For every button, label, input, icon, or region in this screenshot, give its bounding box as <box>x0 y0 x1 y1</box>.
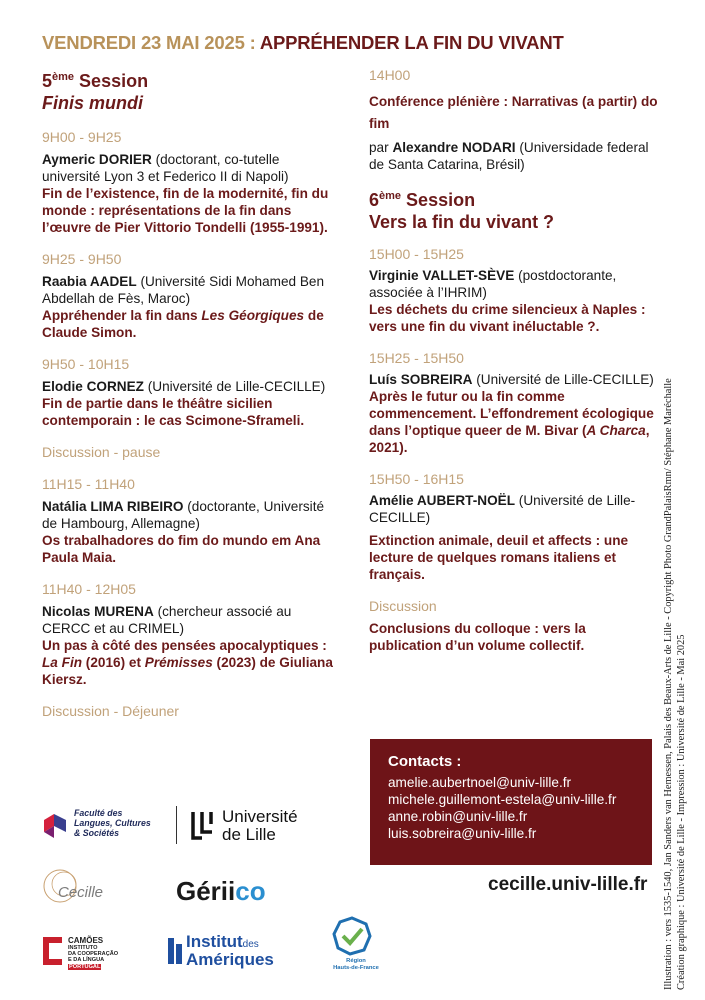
discussion-lunch: Discussion - Déjeuner <box>42 703 179 719</box>
talk-title: Fin de l’existence, fin de la modernité, fin du monde : représentations de la fin dans l’œuvre de Pier Vittorio Tondelli (1955-1991). <box>42 186 329 235</box>
talk-time: 11H40 - 12H05 <box>42 581 136 597</box>
talk-title-italic: A Charca <box>586 423 646 438</box>
plenary-item <box>369 66 661 173</box>
faculty-logo-text: Langues, Cultures <box>74 818 151 828</box>
talk-item <box>42 128 334 236</box>
speaker-affiliation: (Université Sidi Mohamed Ben Abdellah de Fès, Maroc) <box>42 274 325 306</box>
cecille-logo-text: Cecille <box>58 884 104 901</box>
ameriques-logo-icon <box>166 936 184 966</box>
speaker-name: Aymeric DORIER <box>42 152 152 167</box>
talk-speaker <box>42 273 334 307</box>
camoes-logo-text: PORTUGAL <box>69 963 101 970</box>
talk-title-part: (2023) de Giuliana Kiersz. <box>42 655 333 687</box>
contacts-box <box>370 739 652 865</box>
plenary-title: Conférence plénière : Narrativas (a partir) do fim <box>369 94 658 131</box>
camoes-logo-text: DA COOPERAÇÃO <box>68 951 119 958</box>
contact-email[interactable]: michele.guillemont-estela@univ-lille.fr <box>388 792 617 807</box>
talk-title-part: , 2021). <box>369 423 650 455</box>
talk-title: Extinction animale, deuil et affects : une lecture de quelques romans italiens et français. <box>369 533 629 582</box>
talk-speaker <box>369 371 661 388</box>
closing-item <box>369 597 661 654</box>
region-logo-icon <box>332 916 372 956</box>
speaker-affiliation: (Université de Lille-CECILLE) <box>143 379 326 394</box>
talk-item <box>369 349 661 456</box>
session-label: Session <box>74 71 149 91</box>
speaker-name: Raabia AADEL <box>42 274 137 289</box>
session-number: 6 <box>369 190 380 210</box>
talk-title <box>42 307 334 341</box>
talk-speaker <box>369 492 661 526</box>
ameriques-logo-text: des <box>242 939 259 950</box>
left-column <box>42 66 334 720</box>
faculty-logo-text: Faculté des <box>74 808 123 818</box>
plenary-time: 14H00 <box>369 67 411 83</box>
talk-time: 9H50 - 10H15 <box>42 356 130 372</box>
region-logo-text: Hauts-de-France <box>333 965 379 971</box>
talk-item <box>42 475 334 566</box>
talk-title-italic: Prémisses <box>144 655 213 670</box>
camoes-logo-icon <box>40 936 66 966</box>
image-credits <box>662 270 688 990</box>
session-subtitle: Vers la fin du vivant ? <box>369 212 555 232</box>
session-subtitle: Finis mundi <box>42 93 143 113</box>
speaker-name: Amélie AUBERT-NOËL <box>369 493 516 508</box>
speaker-name: Natália LIMA RIBEIRO <box>42 499 184 514</box>
talk-title-part: (2016) et <box>82 655 145 670</box>
contact-email[interactable]: luis.sobreira@univ-lille.fr <box>388 826 537 841</box>
speaker-affiliation: (Universidade federal de Santa Catarina, Brésil) <box>369 140 649 172</box>
talk-time: 9H00 - 9H25 <box>42 129 122 145</box>
talk-title-part: Un pas à côté des pensées apocalyptiques : <box>42 638 327 653</box>
session-label: Session <box>401 190 476 210</box>
session-sup: ème <box>52 71 75 83</box>
talk-time: 9H25 - 9H50 <box>42 251 122 267</box>
camoes-logo-text: CAMÕES <box>68 936 104 945</box>
contact-email[interactable]: amelie.aubertnoel@univ-lille.fr <box>388 775 572 790</box>
talk-item <box>42 355 334 429</box>
right-column <box>369 66 661 654</box>
title-date: VENDREDI 23 MAI 2025 : <box>42 32 256 53</box>
talk-speaker <box>42 603 334 637</box>
ulille-logo-text: de Lille <box>222 825 276 844</box>
session-sup: ème <box>379 190 402 202</box>
camoes-logo <box>40 934 150 974</box>
talk-title-part: Après le futur ou la fin comme commencement. L’effondrement écologique dans l’optique queer de M. Bivar ( <box>369 389 654 438</box>
talk-speaker <box>42 151 334 185</box>
geriico-logo <box>176 876 266 907</box>
talk-title-italic: Les Géorgiques <box>201 308 305 323</box>
ulille-logo-text: Université <box>222 807 298 826</box>
ameriques-logo <box>166 934 286 970</box>
ameriques-logo-text: Institut <box>186 932 243 951</box>
talk-time: 15H25 - 15H50 <box>369 350 464 366</box>
talk-speaker <box>42 498 334 532</box>
speaker-affiliation: (Université de Lille-CECILLE) <box>369 493 636 525</box>
credits-line: Illustration : vers 1535-1540, Jan Sanders van Hemessen, Palais des Beaux-Arts de Lille - Copyright Photo GrandPalaisRmn/ Stéphane Maréchalle <box>663 378 674 990</box>
talk-title: Fin de partie dans le théâtre sicilien contemporain : le cas Scimone-Sframeli. <box>42 396 305 428</box>
session-6-heading <box>369 185 661 233</box>
geriico-logo-text: Gérii <box>176 876 236 906</box>
talk-title: Les déchets du crime silencieux à Naples : vers une fin du vivant inéluctable ?. <box>369 302 646 334</box>
faculty-logo-icon <box>40 810 70 842</box>
speaker-name: Virginie VALLET-SÈVE <box>369 268 515 283</box>
conclusion-title: Conclusions du colloque : vers la publication d’un volume collectif. <box>369 621 586 653</box>
region-logo-text: Région <box>346 958 366 964</box>
plenary-by: par <box>369 140 393 155</box>
speaker-affiliation: (chercheur associé au CERCC et au CRIMEL) <box>42 604 292 636</box>
region-logo <box>328 916 388 976</box>
talk-item <box>42 250 334 341</box>
page-title <box>42 32 564 54</box>
talk-title-part: de Claude Simon. <box>42 308 324 340</box>
speaker-affiliation: (doctorant, co-tutelle université Lyon 3 et Federico II di Napoli) <box>42 152 289 184</box>
talk-speaker <box>369 267 661 301</box>
speaker-affiliation: (Université de Lille-CECILLE) <box>472 372 654 387</box>
ulille-logo-icon <box>190 810 218 842</box>
discussion-pause: Discussion - pause <box>42 444 161 460</box>
cecille-logo <box>42 866 110 910</box>
talk-time: 11H15 - 11H40 <box>42 476 135 492</box>
talk-item <box>369 245 661 335</box>
talk-title: Os trabalhadores do fim do mundo em Ana Paula Maia. <box>42 533 321 565</box>
website-link[interactable]: cecille.univ-lille.fr <box>488 874 648 895</box>
talk-title <box>42 637 334 688</box>
speaker-name: Elodie CORNEZ <box>42 379 144 394</box>
camoes-logo-text: INSTITUTO <box>68 945 98 951</box>
session-number: 5 <box>42 71 53 91</box>
speaker-affiliation: (postdoctorante, associée à l’IHRIM) <box>369 268 617 300</box>
speaker-name: Luís SOBREIRA <box>369 372 473 387</box>
talk-title-part: Appréhender la fin dans <box>42 308 202 323</box>
faculty-logo <box>40 808 170 844</box>
talk-time: 15H00 - 15H25 <box>369 246 464 262</box>
speaker-name: Nicolas MURENA <box>42 604 154 619</box>
ameriques-logo-text: Amériques <box>186 950 274 969</box>
contacts-heading: Contacts : <box>388 753 462 770</box>
title-topic: APPRÉHENDER LA FIN DU VIVANT <box>259 32 564 53</box>
camoes-logo-text: E DA LÍNGUA <box>68 957 105 964</box>
speaker-affiliation: (doctorante, Université de Hambourg, Allemagne) <box>42 499 325 531</box>
geriico-logo-text: co <box>235 876 266 906</box>
contact-email[interactable]: anne.robin@univ-lille.fr <box>388 809 528 824</box>
discussion-closing: Discussion <box>369 598 437 614</box>
talk-title <box>369 388 661 456</box>
session-5-heading <box>42 66 334 114</box>
talk-speaker <box>42 378 334 395</box>
credits-line: Création graphique : Université de Lille - Impression : Université de Lille - Mai 2025 <box>676 634 687 990</box>
talk-title-italic: La Fin <box>42 655 83 670</box>
speaker-name: Alexandre NODARI <box>392 140 516 155</box>
talk-time: 15H50 - 16H15 <box>369 471 464 487</box>
faculty-logo-text: & Sociétés <box>74 828 119 838</box>
plenary-speaker <box>369 139 661 173</box>
ulille-logo <box>190 808 320 848</box>
talk-item <box>42 580 334 688</box>
talk-item <box>369 470 661 583</box>
logo-divider <box>176 806 177 844</box>
